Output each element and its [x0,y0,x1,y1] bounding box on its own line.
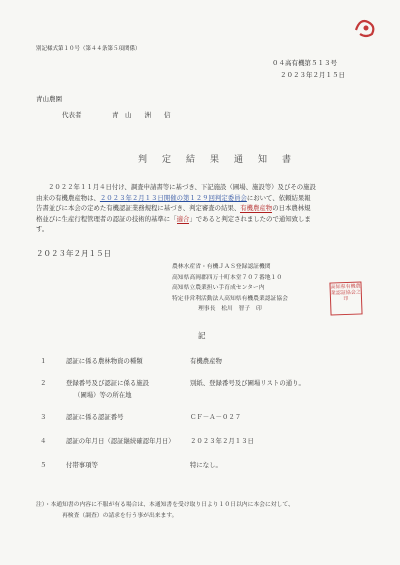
product-highlight: 有機農産物 [240,204,273,212]
item-number: ２ [40,379,47,387]
item-label: 登録番号及び認証に係る施設 [66,379,150,387]
body-line-5: す。 [36,225,49,233]
document-date: ２０２３年２月１５日 [280,71,345,79]
body-text-span: において、依頼結果報 [246,193,311,202]
corner-stamp-icon [352,16,380,38]
committee-highlight: ２０２３年２月１３日開催の第１２９回判定委員会 [99,193,247,202]
item-label-2: （圃場）等の所在地 [74,391,132,399]
item-value: ＣＦ－Ａ－０２７ [190,413,242,421]
body-line-4 [36,214,374,225]
body-text-span: 」であると判定されましたので通知致しま [189,214,311,223]
body-line-3 [36,203,374,214]
item-value: 別紙、登録番号及び圃場リストの通り。 [190,379,305,387]
page-title: 判 定 結 果 通 知 書 [138,155,295,165]
official-seal [329,281,362,315]
form-reference: 別記様式第１０号（第４４条第５項関係） [36,46,141,52]
note-line-1: 注）・本通知書の内容に不服が有る場合は、本通知書を受け取り日より１０日以内に本会に対して、 [36,502,294,508]
item-number: ５ [40,461,47,469]
item-label: 認証の年月日（認証継続確認年月日） [66,437,175,445]
body-line-1: ２０２２年１１月４日付け、調査申請書等に基づき、下記施設（圃場、施設等）及びその施設 [48,183,316,191]
item-label: 認証に係る認証番号 [66,413,124,421]
body-text-span: 告書並びに本会の定めた有機認証業務規程に基づき、判定審査の結果、 [36,204,241,212]
issuer-line-2: 高知県高岡郡四万十町本堂７０７番地１０ [172,274,283,281]
recipient-rep-label: 代表者 [62,111,82,119]
body-text-span: 格並びに生産行程管理者の認証の技術的基準に「 [36,214,177,223]
item-number: ３ [40,413,47,421]
item-label: 認証に係る農林物資の種類 [66,357,143,365]
issuer-name: 理事長 松川 智子 [198,306,251,312]
issue-date: ２０２３年２月１５日 [36,249,111,258]
result-highlight: 適合 [176,214,190,223]
item-value: 特になし。 [190,461,222,469]
item-number: １ [40,357,47,365]
official-seal-text: 高知県有機農業認証協会之印 [330,283,361,303]
recipient-farm: 青山農園 [36,95,62,103]
body-text [36,182,374,235]
note-line-2: 再検査（調査）の請求を行う事が出来ます。 [62,513,178,519]
issuer-line-3: 高知県立農業担い手育成センター内 [172,285,265,291]
issuer-line-1: 農林水産省・有機ＪＡＳ登録認証機関 [172,264,271,270]
seal-label: 印 [256,306,262,312]
issuer-line-4: 特定非営利活動法人高知県有機農業認証協会 [172,295,288,302]
item-label: 付帯事項等 [66,461,98,469]
body-line-2 [36,193,374,204]
document-number: ０４高有機第５１３号 [272,59,337,67]
item-value: 有機農産物 [190,357,222,365]
item-number: ４ [40,437,47,445]
recipient-rep-name: 青 山 洲 信 [112,111,171,119]
ki-heading: 記 [198,331,206,340]
item-value: ２０２３年２月１３日 [190,437,254,445]
note-block [36,500,294,522]
body-text-span: の日本農林規 [272,204,311,212]
issuer-line-5 [172,304,288,315]
body-text-span: 由来の有機農産物は、 [36,193,100,202]
issuer-block [172,262,288,315]
